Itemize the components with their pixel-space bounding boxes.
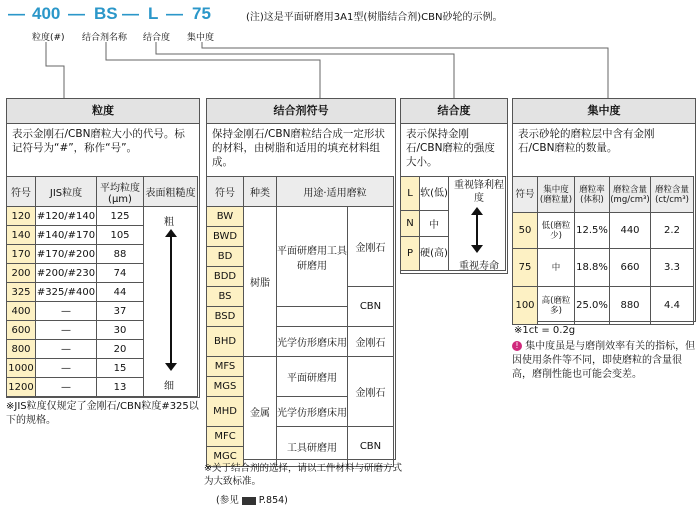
table-cell: #170/#200: [36, 245, 97, 264]
bond-title: 结合剂符号: [207, 99, 395, 124]
bond-symbol: BD: [207, 247, 244, 267]
bond-ref: [216, 492, 288, 506]
bond-abrasive: 金刚石: [348, 207, 394, 287]
table-cell: 600: [7, 321, 36, 340]
table-cell: —: [36, 378, 97, 397]
table-cell: #140/#170: [36, 226, 97, 245]
bond-symbol: BS: [207, 287, 244, 307]
label-grain: 粒度(#): [32, 33, 65, 43]
code-dash: —: [166, 4, 183, 23]
table-cell: #325/#400: [36, 283, 97, 302]
bond-use: 平面研磨用工具研磨用: [277, 207, 348, 307]
grain-section: [6, 98, 200, 398]
bond-footnote: ※关于结合剂的选择，请以工件材料与研磨方式为大致标准。: [204, 463, 402, 487]
table-cell: —: [36, 321, 97, 340]
table-cell: 1200: [7, 378, 36, 397]
code-dash: —: [8, 4, 25, 23]
concentration-header: 集中度(磨粒量): [538, 177, 575, 213]
table-cell: 74: [97, 264, 144, 283]
concentration-header: 符号: [513, 177, 538, 213]
concentration-header: 磨粒含量(ct/cm³): [651, 177, 694, 213]
table-cell: 140: [7, 226, 36, 245]
table-cell: 30: [97, 321, 144, 340]
code-bond: BS: [94, 4, 118, 23]
bond-symbol: MFS: [207, 357, 244, 377]
table-cell: —: [36, 340, 97, 359]
table-cell: 440: [610, 213, 651, 249]
table-cell: 400: [7, 302, 36, 321]
concentration-footnote-1: ※1ct = 0.2g: [514, 325, 576, 336]
concentration-footnote-2: [512, 340, 696, 382]
hardness-value: 软(低): [420, 177, 449, 211]
table-cell: 75: [513, 249, 538, 287]
code-hardness: L: [148, 4, 159, 23]
hardness-title: 结合度: [401, 99, 507, 124]
bond-abrasive: CBN: [348, 427, 394, 467]
table-cell: 18.8%: [575, 249, 610, 287]
bond-type-metal: 金属: [244, 357, 277, 467]
table-cell: 88: [97, 245, 144, 264]
table-cell: 170: [7, 245, 36, 264]
bond-symbol: MGS: [207, 377, 244, 397]
hardness-symbol: P: [401, 237, 420, 271]
concentration-header: 磨粒率(体积): [575, 177, 610, 213]
code-concentration: 75: [192, 4, 211, 23]
bond-header: 符号: [207, 177, 244, 207]
label-concentration: 集中度: [187, 33, 215, 43]
table-cell: 15: [97, 359, 144, 378]
table-cell: 44: [97, 283, 144, 302]
grain-footnote: ※JIS粒度仅规定了金刚石/CBN粒度#325以下的规格。: [6, 401, 199, 426]
hardness-symbol: L: [401, 177, 420, 211]
table-cell: 25.0%: [575, 287, 610, 325]
bond-section: [206, 98, 396, 460]
label-bond: 结合剂名称: [82, 33, 128, 43]
bond-header: 用途·适用磨粒: [277, 177, 394, 207]
life-label: 重视寿命: [459, 261, 499, 272]
table-cell: 125: [97, 207, 144, 226]
table-cell: 37: [97, 302, 144, 321]
bond-use: [277, 307, 348, 327]
table-cell: 2.2: [651, 213, 694, 249]
table-cell: 50: [513, 213, 538, 249]
table-cell: 880: [610, 287, 651, 325]
bond-symbol: MGC: [207, 447, 244, 467]
hardness-table: [400, 176, 506, 271]
table-cell: 20: [97, 340, 144, 359]
footnote-text: 集中度虽是与磨削效率有关的指标，但因使用条件等不同，即使磨粒的含量很高，磨削性能也可能会变差。: [512, 341, 696, 380]
hardness-arrow-icon: [470, 207, 484, 253]
concentration-title: 集中度: [513, 99, 695, 124]
fine-label: 细: [164, 381, 174, 392]
table-cell: 高(磨粒多): [538, 287, 575, 325]
hardness-desc: 表示保持金刚石/CBN磨粒的强度大小。: [406, 128, 495, 168]
bond-abrasive: 金刚石: [348, 357, 394, 427]
code-grain: 400: [32, 4, 61, 23]
concentration-header: 磨粒含量(mg/cm³): [610, 177, 651, 213]
grain-header: JIS粒度: [36, 177, 97, 207]
bond-symbol: BHD: [207, 327, 244, 357]
bond-header: 种类: [244, 177, 277, 207]
table-cell: 3.3: [651, 249, 694, 287]
ref-page: P.854): [258, 495, 288, 506]
table-cell: 120: [7, 207, 36, 226]
table-cell: 325: [7, 283, 36, 302]
bond-type-resin: 树脂: [244, 207, 277, 357]
ref-text: (参见: [216, 495, 239, 506]
grain-header: 平均粒度(μm): [97, 177, 144, 207]
hardness-section: [400, 98, 508, 274]
table-cell: 1000: [7, 359, 36, 378]
grain-title: 粒度: [7, 99, 199, 124]
bond-symbol: MFC: [207, 427, 244, 447]
bond-symbol: BW: [207, 207, 244, 227]
table-cell: 200: [7, 264, 36, 283]
table-cell: —: [36, 359, 97, 378]
grain-header: 符号: [7, 177, 36, 207]
code-dash: —: [68, 4, 85, 23]
table-cell: 12.5%: [575, 213, 610, 249]
concentration-section: [512, 98, 696, 322]
book-icon: [242, 497, 256, 505]
bond-use: 工具研磨用: [277, 427, 348, 467]
warning-icon: !: [512, 341, 522, 351]
table-cell: 105: [97, 226, 144, 245]
bond-abrasive: CBN: [348, 287, 394, 327]
grain-header: 表面粗糙度: [144, 177, 198, 207]
label-hardness: 结合度: [143, 33, 171, 43]
grain-desc: 表示金刚石/CBN磨粒大小的代号。标记符号为“#”，称作“号”。: [12, 128, 185, 154]
table-cell: 低(磨粒少): [538, 213, 575, 249]
concentration-desc: 表示砂轮的磨粒层中含有金刚石/CBN磨粒的数量。: [518, 128, 655, 154]
bond-desc: 保持金刚石/CBN磨粒结合成一定形状的材料，由树脂和适用的填充材料组成。: [212, 128, 385, 168]
hardness-scale: [449, 177, 506, 271]
table-cell: 800: [7, 340, 36, 359]
table-cell: 4.4: [651, 287, 694, 325]
coarse-label: 粗: [164, 217, 174, 228]
bond-abrasive: 金刚石: [348, 327, 394, 357]
bond-symbol: BWD: [207, 227, 244, 247]
bond-use: 平面研磨用: [277, 357, 348, 397]
bond-symbol: BDD: [207, 267, 244, 287]
bond-symbol: MHD: [207, 397, 244, 427]
connector-lines: [0, 0, 700, 100]
table-cell: 13: [97, 378, 144, 397]
table-cell: #120/#140: [36, 207, 97, 226]
table-cell: #200/#230: [36, 264, 97, 283]
table-cell: 660: [610, 249, 651, 287]
hardness-symbol: N: [401, 211, 420, 237]
bond-symbol: BSD: [207, 307, 244, 327]
hardness-value: 硬(高): [420, 237, 449, 271]
grain-table: [6, 176, 198, 397]
roughness-cell: [144, 207, 198, 397]
sharpness-label: 重视锋利程度: [454, 180, 504, 204]
table-cell: —: [36, 302, 97, 321]
table-cell: 100: [513, 287, 538, 325]
concentration-table: [512, 176, 694, 325]
hardness-value: 中: [420, 211, 449, 237]
table-cell: 中: [538, 249, 575, 287]
bond-table: [206, 176, 394, 467]
roughness-arrow-icon: [164, 229, 178, 371]
bond-use: 光学仿形磨床用: [277, 397, 348, 427]
code-dash: —: [122, 4, 139, 23]
code-note: (注)这是平面研磨用3A1型(树脂结合剂)CBN砂轮的示例。: [246, 12, 503, 23]
bond-use: 光学仿形磨床用: [277, 327, 348, 357]
